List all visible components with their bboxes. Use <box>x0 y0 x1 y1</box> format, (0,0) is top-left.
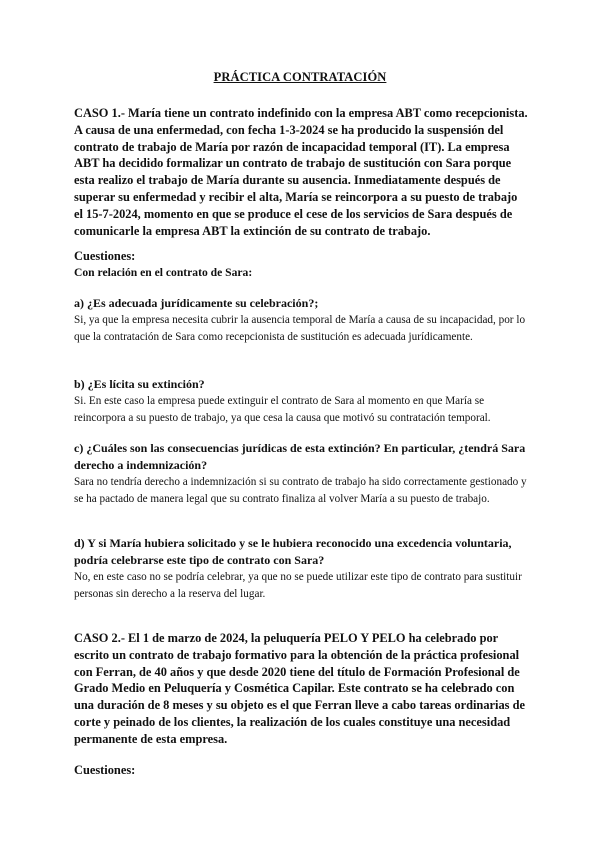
case-1-statement: CASO 1.- María tiene un contrato indefinido con la empresa ABT como recepcionista. A causa de una enfermedad, con fecha 1-3-2024 se ha producido la suspensión del contrato de trabajo de María por razón de incapacidad temporal (IT). La empresa ABT ha decidido formalizar un contrato de trabajo de sustitución con Sara porque esta realizo el trabajo de María durante su ausencia. Inmediatamente después de superar su enfermedad y recibir el alta, María se reincorpora a su puesto de trabajo el 15-7-2024, momento en que se produce el cese de los servicios de Sara después de comunicarle la empresa ABT la extinción de su contrato de trabajo. <box>74 106 528 238</box>
document-title: PRÁCTICA CONTRATACIÓN <box>213 70 387 84</box>
question-a: a) ¿Es adecuada jurídicamente su celebración?; <box>74 296 319 310</box>
answer-a: Si, ya que la empresa necesita cubrir la ausencia temporal de María a causa de su incapacidad, por lo que la contratación de Sara como recepcionista de sustitución es adecuada jurídicamente. <box>74 314 526 343</box>
case-1-questions-heading: Cuestiones: <box>74 249 136 263</box>
question-d: d) Y si María hubiera solicitado y se le hubiera reconocido una excedencia voluntaria, podría celebrarse este tipo de contrato con Sara? <box>74 536 512 567</box>
answer-c: Sara no tendría derecho a indemnización si su contrato de trabajo ha sido correctamente gestionado y se ha pactado de manera legal que su contrato finaliza al volver María a su puesto de trabajo. <box>74 476 527 505</box>
case-2-statement: CASO 2.- El 1 de marzo de 2024, la peluquería PELO Y PELO ha celebrado por escrito un contrato de trabajo formativo para la obtención de la práctica profesional con Ferran, de 40 años y que desde 2020 tiene del título de Formación Profesional de Grado Medio en Peluquería y Cosmética Capilar. Este contrato se ha celebrado con una duración de 8 meses y su objeto es el que Ferran lleve a cabo tareas ordinarias de corte y peinado de los clientes, la realización de los cuales constituye una necesidad permanente de esta empresa. <box>74 631 525 746</box>
answer-b: Si. En este caso la empresa puede extinguir el contrato de Sara al momento en que María se reincorpora a su puesto de trabajo, ya que cesa la causa que motivó su contratación temporal. <box>74 395 491 424</box>
answer-d: No, en este caso no se podría celebrar, ya que no se puede utilizar este tipo de contrato para sustituir personas sin derecho a la reserva del lugar. <box>74 571 522 600</box>
case-2-questions-heading: Cuestiones: <box>74 763 136 777</box>
question-b: b) ¿Es lícita su extinción? <box>74 377 205 391</box>
case-1-context: Con relación en el contrato de Sara: <box>74 266 253 279</box>
question-c: c) ¿Cuáles son las consecuencias jurídicas de esta extinción? En particular, ¿tendrá Sara derecho a indemnización? <box>74 441 526 472</box>
